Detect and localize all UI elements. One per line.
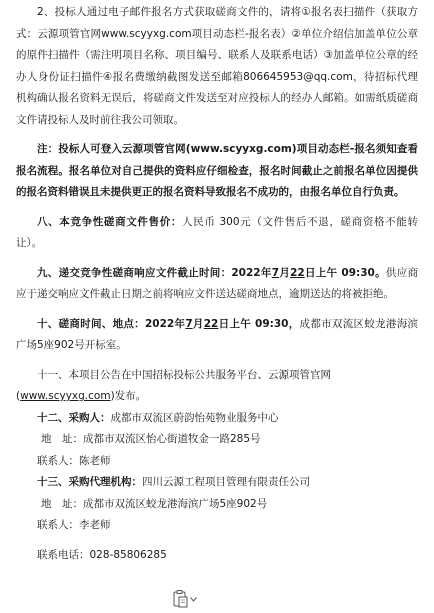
section-10-label: 十、磋商时间、地点： xyxy=(37,317,145,330)
purchaser-contact xyxy=(16,451,418,473)
chevron-down-icon xyxy=(190,597,197,602)
section-10-date-year: 2022年 xyxy=(144,317,186,330)
address-label: 地 址： xyxy=(41,497,83,510)
purchaser-address xyxy=(16,429,418,451)
agency-address xyxy=(16,494,418,516)
section-10-day: 22 xyxy=(203,317,219,330)
website-link[interactable]: www.scyyxg.com xyxy=(20,390,111,402)
section-8-text: 人民币 300元（文件售后不退，磋商资格不能转让）。 xyxy=(16,215,418,249)
document-body xyxy=(16,2,418,566)
purchaser-address-value: 成都市双流区怡心街道牧金一路285号 xyxy=(83,433,261,445)
section-10-month-char: 月 xyxy=(192,317,204,330)
section-12-label: 十二、采购人： xyxy=(37,411,111,424)
section-9-label: 九、递交竞争性磋商响应文件截止时间： xyxy=(37,266,232,279)
purchaser-contact-value: 陈老师 xyxy=(79,454,111,467)
section-10-time-place xyxy=(16,314,418,357)
section-9-date-year: 2022年 xyxy=(231,266,272,279)
section-9-time: 日上午 09:30。 xyxy=(304,266,386,279)
paste-options-button[interactable] xyxy=(172,589,198,609)
section-11-publication: 十一、本项目公告在中国招标投标公共服务平台、云源项管官网 (www.scyyxg.com)发布。 xyxy=(16,368,331,402)
section-9-submission-deadline xyxy=(16,263,418,306)
section-13-agency xyxy=(16,472,418,494)
agency-phone xyxy=(16,545,418,567)
agency-phone-value: 028-85806285 xyxy=(89,548,167,561)
contact-label: 联系人： xyxy=(37,519,79,531)
section-9-day: 22 xyxy=(290,266,305,279)
agency-address-value: 成都市双流区蛟龙港海滨广场5座902号 xyxy=(83,497,268,510)
address-label: 地 址： xyxy=(41,433,83,445)
section-10-text: 成都市双流区蛟龙港海滨广场5座902号开标室。 xyxy=(16,317,419,351)
agency-name: 四川云源工程项目管理有限责任公司 xyxy=(142,476,310,488)
paragraph-email-registration: 2、投标人通过电子邮件报名方式获取磋商文件的，请将①报名表扫描件（获取方式：云源项管官网www.scyyxg.com项目动态栏-报名表）②单位介绍信加盖单位公章的原件扫描件（需注明项目名称、项目编号、联系人及联系电话）③加盖单位公章的经办人身份证扫描件④报名费缴纳截图发送至邮箱806645953@qq.com，待招标代理机构确认报名资料无误后，将磋商文件发送至对应投标人的经办人邮箱。如需纸质磋商文件请投标人及时前往我公司领取。 xyxy=(16,6,418,126)
purchaser-name: 成都市双流区蔚韵怡苑物业服务中心 xyxy=(110,411,279,424)
section-9-text: 供应商应于递交响应文件截止日期之前将响应文件送达磋商地点，逾期送达的将被拒绝。 xyxy=(16,266,419,300)
agency-contact xyxy=(16,515,418,537)
section-9-month-char: 月 xyxy=(279,266,291,279)
section-8-label: 八、本竞争性磋商文件售价： xyxy=(37,215,183,228)
section-11-text-end: )发布。 xyxy=(110,390,147,402)
section-10-time: 日上午 09:30， xyxy=(218,317,300,330)
phone-label: 联系电话： xyxy=(37,548,90,561)
registration-note: 注：投标人可登入云源项管官网(www.scyyxg.com)项目动态栏-报名须知查看报名流程。报名单位对自己提供的资料应仔细检查，报名时间截止之前报名单位因提供的报名资料错误且未提供更正的报名资料导致报名不成功的，由报名单位自行负责。 xyxy=(16,143,418,198)
section-12-purchaser xyxy=(16,408,418,430)
section-13-label: 十三、采购代理机构： xyxy=(37,476,142,488)
section-9-month: 7 xyxy=(271,266,280,279)
agency-contact-value: 李老师 xyxy=(79,519,111,531)
section-8-document-price xyxy=(16,212,418,255)
section-11-text: 十一、本项目公告在中国招标投标公共服务平台、云源项管官网 xyxy=(37,368,331,381)
contact-label: 联系人： xyxy=(37,454,79,467)
section-10-month: 7 xyxy=(185,317,193,330)
